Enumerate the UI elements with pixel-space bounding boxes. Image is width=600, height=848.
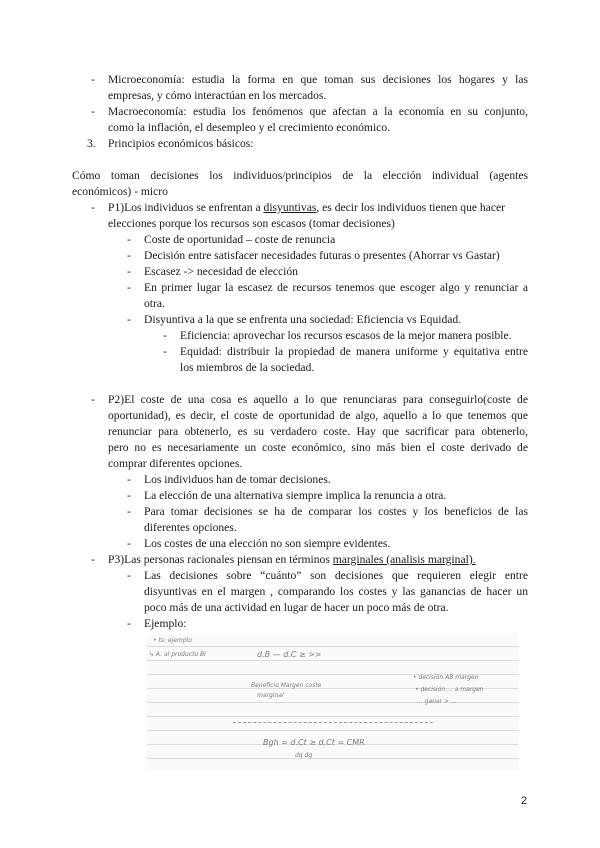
handwriting-note: • decisión AB margen — [413, 674, 479, 681]
handwriting-note: • decisión ... a margen — [415, 686, 484, 693]
p1-sub-1: Eficiencia: aprovechar los recursos escasos de la mejor manera posible. — [180, 329, 512, 342]
handwritten-notes-image — [147, 634, 519, 770]
p1-bullet-4-line-2: otra. — [144, 297, 165, 310]
list-dash: - — [127, 489, 131, 502]
list-dash: - — [91, 73, 95, 86]
handwriting-note: d.B — d.C ≥ >> — [257, 650, 322, 659]
list-dash: - — [127, 265, 131, 278]
p1-line-1-start: P1)Los individuos se enfrentan a — [108, 201, 264, 214]
p1-sub-2-line-1: Equidad: distribuir la propiedad de manera uniforme y equitativa entre — [180, 345, 528, 358]
list-dash: - — [127, 537, 131, 550]
p3-line-start: P3)Las personas racionales piensan en términos — [108, 553, 333, 566]
p1-bullet-3: Escasez -> necesidad de elección — [144, 265, 298, 278]
handwriting-note: ... ganar > ... — [417, 698, 457, 705]
handwriting-note: Beneficio Margen coste — [251, 682, 322, 689]
p1-line-2: elecciones porque los recursos son escasos (tomar decisiones) — [108, 217, 395, 230]
p2-bullet-2: La elección de una alternativa siempre implica la renuncia a otra. — [144, 489, 447, 502]
p1-bullet-2: Decisión entre satisfacer necesidades futuras o presentes (Ahorrar vs Gastar) — [144, 249, 500, 262]
p3-bullet-1-line-2: disyuntivas en el margen , comparando los costes y las ganancias de hacer un — [144, 585, 528, 598]
p2-bullet-4: Los costes de una elección no son siempre evidentes. — [144, 537, 391, 550]
p3-bullet-1-line-3: poco más de una actividad en lugar de hacer un poco más de otra. — [144, 601, 449, 614]
p2-line-5: comprar diferentes opciones. — [108, 457, 243, 470]
handwriting-note: marginal — [257, 692, 284, 699]
list-dash: - — [127, 249, 131, 262]
handwriting-note: • ts: ejemplo — [153, 637, 192, 644]
micro-line-1: Microeconomía: estudia la forma en que toman sus decisiones los hogares y las — [108, 73, 528, 86]
list-dash: - — [127, 505, 131, 518]
p2-line-1: P2)El coste de una cosa es aquello a lo que renunciaras para conseguirlo(coste de — [108, 393, 528, 406]
p3-bullet-1-line-1: Las decisiones sobre “cuánto” son decisiones que requieren elegir entre — [144, 569, 528, 582]
page-number: 2 — [521, 795, 528, 807]
list-dash: - — [163, 345, 167, 358]
list-dash: - — [127, 617, 131, 630]
p1-bullet-4-line-1: En primer lugar la escasez de recursos tenemos que escoger algo y renunciar a — [144, 281, 528, 294]
list-dash: - — [127, 569, 131, 582]
micro-line-2: empresas, y cómo interactúan en los mercados. — [108, 89, 327, 102]
list-dash: - — [127, 313, 131, 326]
list-dash: - — [127, 233, 131, 246]
list-dash: - — [91, 393, 95, 406]
intro-line-2: económicos) - micro — [72, 185, 168, 198]
section-number: 3. — [87, 137, 96, 150]
p2-line-4: pero no es necesariamente un coste económico, sino más bien el coste derivado de — [108, 441, 528, 454]
list-dash: - — [91, 105, 95, 118]
p1-bullet-5: Disyuntiva a la que se enfrenta una sociedad: Eficiencia vs Equidad. — [144, 313, 462, 326]
handwriting-note: Bgh = d.Ct ≥ d.Ct = CMR — [263, 738, 365, 747]
list-dash: - — [91, 553, 95, 566]
p2-bullet-1: Los individuos han de tomar decisiones. — [144, 473, 331, 486]
p3-bullet-2: Ejemplo: — [144, 617, 187, 630]
p3-underlined: marginales (analisis marginal). — [332, 553, 476, 566]
handwriting-note: dq dq — [295, 752, 313, 759]
handwriting-note: ↳ A. al producto BI — [149, 651, 206, 658]
p2-bullet-3-line-1: Para tomar decisiones se ha de comparar los costes y los beneficios de las — [144, 505, 528, 518]
list-dash: - — [91, 201, 95, 214]
section-title: Principios económicos básicos: — [108, 137, 254, 150]
p2-bullet-3-line-2: diferentes opciones. — [144, 521, 237, 534]
p1-line-1-end: , es decir los individuos tienen que hacer — [316, 201, 506, 214]
intro-line-1: Cómo toman decisiones los individuos/principios de la elección individual (agentes — [72, 169, 528, 182]
p1-bullet-1: Coste de oportunidad – coste de renuncia — [144, 233, 336, 246]
p2-line-2: oportunidad), es decir, el coste de oportunidad de algo, aquello a lo que tenemos que — [108, 409, 528, 422]
macro-line-1: Macroeconomía: estudia los fenómenos que afectan a la economía en su conjunto, — [108, 105, 528, 118]
list-dash: - — [127, 281, 131, 294]
p1-underlined: disyuntivas — [263, 201, 317, 214]
macro-line-2: como la inflación, el desempleo y el crecimiento económico. — [108, 121, 391, 134]
p2-line-3: renunciar para obtenerlo, es su verdadero coste. Hay que sacrificar para obtenerlo, — [108, 425, 528, 438]
p3-line — [108, 552, 476, 568]
list-dash: - — [163, 329, 167, 342]
p1-line-1 — [108, 200, 505, 216]
handwriting-dashed-line — [233, 722, 433, 724]
list-dash: - — [127, 473, 131, 486]
p1-sub-2-line-2: los miembros de la sociedad. — [180, 361, 315, 374]
